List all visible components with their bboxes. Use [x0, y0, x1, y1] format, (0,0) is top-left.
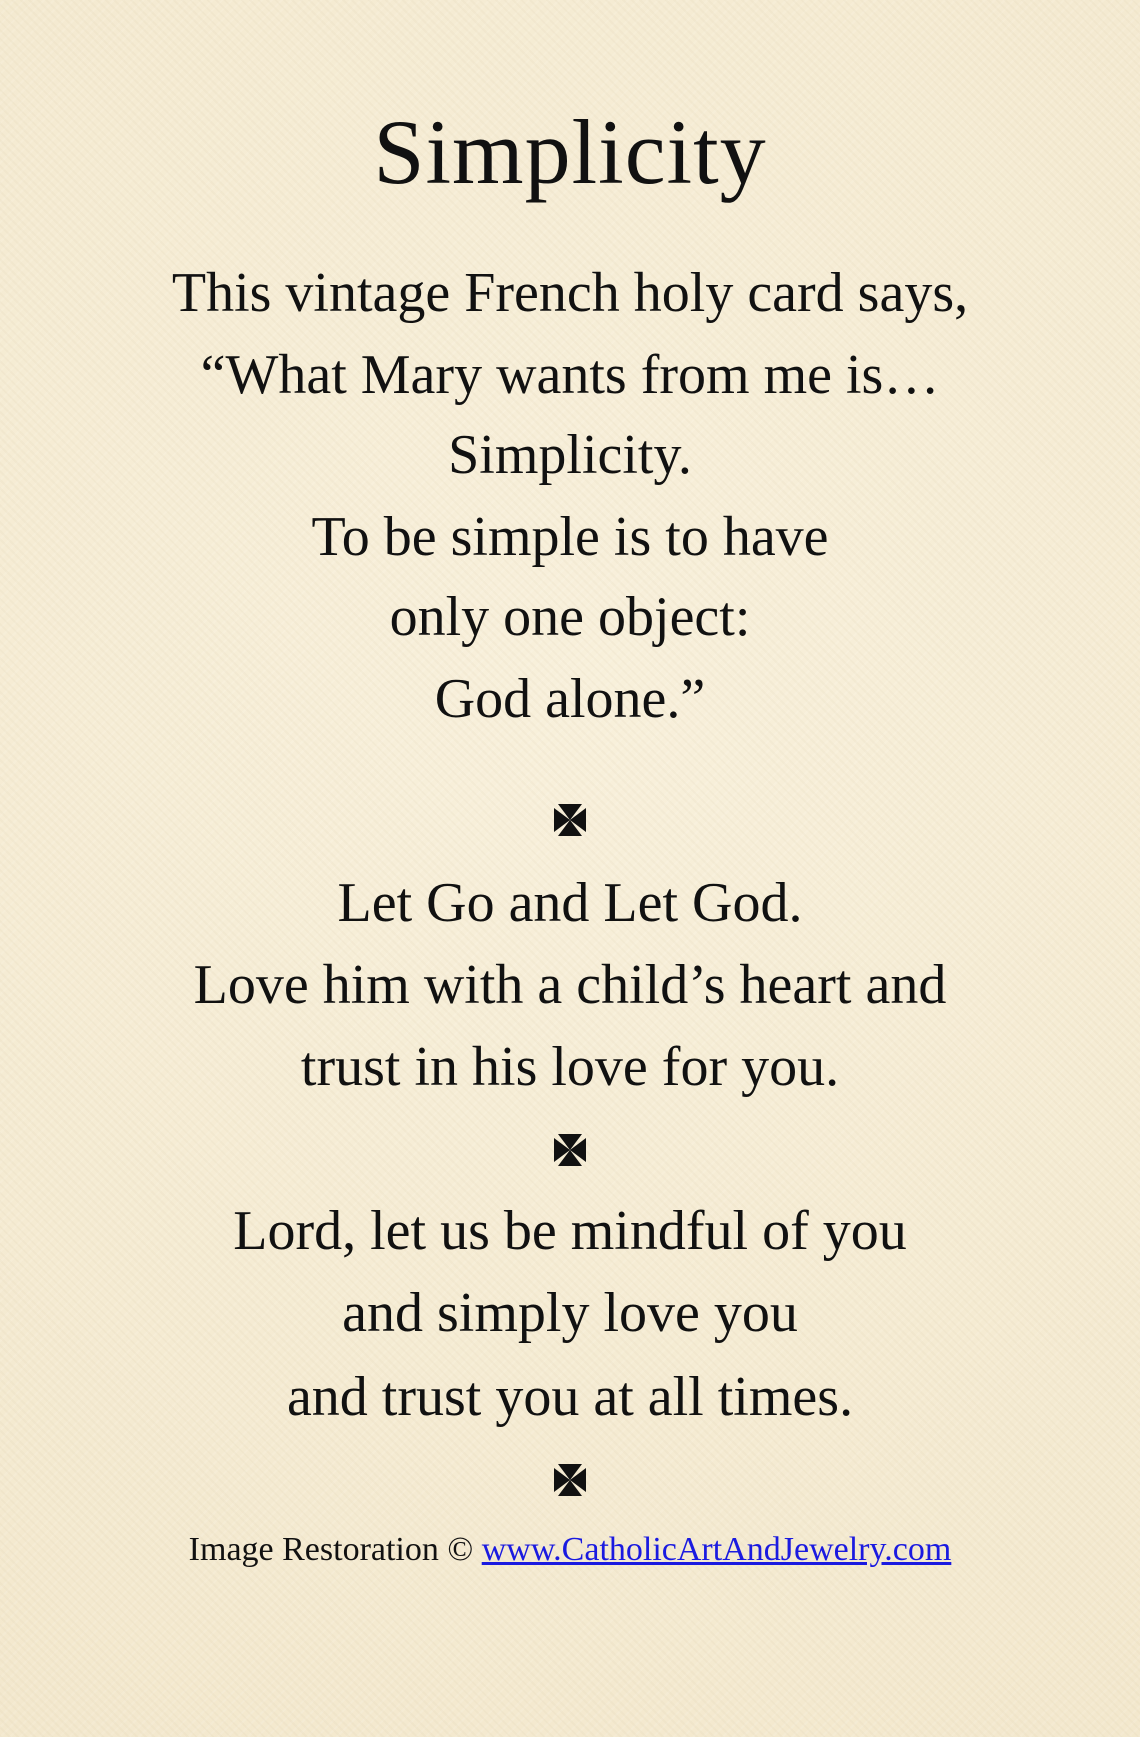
- paragraph3-line: and simply love you: [342, 1282, 798, 1344]
- paragraph1-line: To be simple is to have: [311, 506, 829, 568]
- paragraph3-line: Lord, let us be mindful of you: [233, 1200, 907, 1262]
- paragraph1-line: God alone.”: [434, 668, 706, 730]
- paragraph1-line: This vintage French holy card says,: [171, 262, 969, 324]
- paragraph1-line: only one object:: [389, 586, 751, 648]
- paragraph2-line: Let Go and Let God.: [337, 872, 803, 934]
- card-title: Simplicity: [373, 101, 767, 203]
- maltese-cross-icon: [550, 800, 590, 840]
- paragraph1-line: “What Mary wants from me is…: [200, 344, 940, 406]
- maltese-cross-icon: [550, 1130, 590, 1170]
- footer-credit: [0, 1528, 1140, 1572]
- paragraph2-line: Love him with a child’s heart and: [193, 954, 947, 1016]
- paragraph1-line: Simplicity.: [448, 424, 692, 486]
- paragraph2-line: trust in his love for you.: [300, 1036, 840, 1098]
- website-link[interactable]: www.CatholicArtAndJewelry.com: [481, 1531, 952, 1568]
- paragraph3-line: and trust you at all times.: [286, 1366, 854, 1428]
- maltese-cross-icon: [550, 1460, 590, 1500]
- footer-prefix: Image Restoration ©: [188, 1531, 474, 1568]
